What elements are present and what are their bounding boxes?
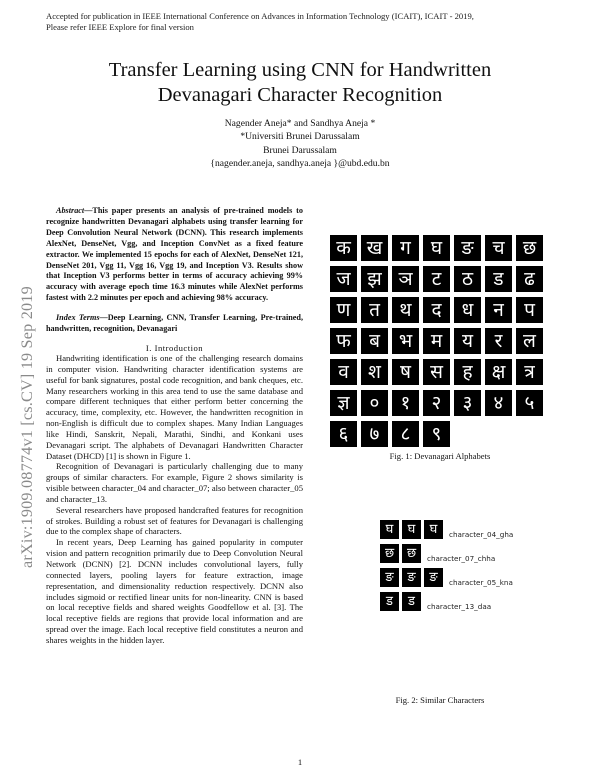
alphabet-tile: ख <box>361 235 388 261</box>
left-column <box>46 206 303 646</box>
sample-tile: घ <box>380 520 399 539</box>
character-class-label: character_04_gha <box>449 530 514 539</box>
alphabet-tile: भ <box>392 328 419 354</box>
alphabet-tile: त <box>361 297 388 323</box>
similar-character-row <box>380 592 520 611</box>
sample-tile: घ <box>424 520 443 539</box>
alphabet-tile: ध <box>454 297 481 323</box>
alphabet-tile: क <box>330 235 357 261</box>
alphabet-tile: ठ <box>454 266 481 292</box>
sample-tiles <box>380 544 421 563</box>
alphabet-tile: च <box>485 235 512 261</box>
figure-2-similar-characters <box>380 520 520 616</box>
title-line-1: Transfer Learning using CNN for Handwritten <box>108 59 492 81</box>
alphabet-tile: त्र <box>516 359 543 385</box>
alphabet-tile: ट <box>423 266 450 292</box>
title-line-2: Devanagari Character Recognition <box>157 84 443 106</box>
sample-tiles <box>380 568 443 587</box>
author-email: {nagender.aneja, sandhya.aneja }@ubd.edu.bn <box>210 158 390 170</box>
alphabet-tile: छ <box>516 235 543 261</box>
alphabet-tile: फ <box>330 328 357 354</box>
introduction-body <box>46 353 303 646</box>
character-class-label: character_13_daa <box>427 602 492 611</box>
page-number: 1 <box>297 757 303 767</box>
sample-tile: ङ <box>402 568 421 587</box>
alphabet-tile: ज <box>330 266 357 292</box>
index-terms <box>46 313 303 335</box>
author-block <box>100 117 500 171</box>
alphabet-tile: २ <box>423 390 450 416</box>
alphabet-tile: ब <box>361 328 388 354</box>
alphabet-tile: ७ <box>361 421 388 447</box>
alphabet-tile: ५ <box>516 390 543 416</box>
sample-tile: छ <box>402 544 421 563</box>
intro-paragraph-4: In recent years, Deep Learning has gained popularity in computer vision and pattern recognition primarily due to Deep Convolution Neural Network (DCNN) [2]. DCNN includes convolutional layers, fully connected layers, pooling layers for feature extraction, image representation, and dimensionality reduction respectively. DCNN also includes sigmoid or rectified linear units for non-linearity. CNN is based on local receptive fields and shared weights Goodfellow et al. [3]. The local receptive fields are regions that provide local information and are spread over the image. Each local receptive field constitutes a neuron and shares weights in the hidden layer. <box>46 537 303 645</box>
sample-tiles <box>380 592 421 611</box>
alphabet-tile: ष <box>392 359 419 385</box>
character-class-label: character_07_chha <box>427 554 496 563</box>
alphabet-tile: ञ <box>392 266 419 292</box>
section-heading-introduction: I. Introduction <box>145 342 204 353</box>
sample-tile: ङ <box>424 568 443 587</box>
alphabet-tile: ९ <box>423 421 450 447</box>
alphabet-tile: द <box>423 297 450 323</box>
similar-character-row <box>380 544 520 563</box>
alphabet-tile: ४ <box>485 390 512 416</box>
alphabet-tile: व <box>330 359 357 385</box>
alphabet-tile: क्ष <box>485 359 512 385</box>
notice-line-2: Please refer IEEE Explore for final version <box>46 22 194 32</box>
figure-1-caption: Fig. 1: Devanagari Alphabets <box>389 451 491 461</box>
alphabet-tile: प <box>516 297 543 323</box>
alphabet-tile: ० <box>361 390 388 416</box>
alphabet-tile: ढ <box>516 266 543 292</box>
alphabet-tile: म <box>423 328 450 354</box>
affiliation-country: Brunei Darussalam <box>263 144 337 156</box>
alphabet-tile: न <box>485 297 512 323</box>
character-class-label: character_05_kna <box>449 578 513 587</box>
publication-notice <box>46 11 566 33</box>
alphabet-tile: य <box>454 328 481 354</box>
author-names: Nagender Aneja* and Sandhya Aneja * <box>224 118 376 129</box>
alphabet-tile: ६ <box>330 421 357 447</box>
alphabet-tile: थ <box>392 297 419 323</box>
index-terms-text: —Deep Learning, CNN, Transfer Learning, Pre-trained, handwritten, recognition, Devanagari <box>46 313 304 334</box>
alphabet-tile: ८ <box>392 421 419 447</box>
alphabet-tile: ल <box>516 328 543 354</box>
index-terms-heading: Index Terms <box>56 313 100 323</box>
paper-title <box>40 58 560 108</box>
arxiv-stamp: arXiv:1909.08774v1 [cs.CV] 19 Sep 2019 <box>18 286 36 568</box>
alphabet-tile: ङ <box>454 235 481 261</box>
alphabet-tile: ज्ञ <box>330 390 357 416</box>
sample-tile: छ <box>380 544 399 563</box>
affiliation-university: *Universiti Brunei Darussalam <box>240 131 360 143</box>
sample-tile: घ <box>402 520 421 539</box>
intro-paragraph-2: Recognition of Devanagari is particularly challenging due to many groups of similar characters. For example, Figure 2 shows similarity is visible between character_04 and character_07; also between character_05 and character_13. <box>46 461 303 504</box>
notice-line-1: Accepted for publication in IEEE International Conference on Advances in Information Technology (ICAIT), ICAIT - 2019, <box>46 11 474 21</box>
alphabet-tile: ण <box>330 297 357 323</box>
alphabet-tile: ३ <box>454 390 481 416</box>
sample-tile: ड <box>402 592 421 611</box>
alphabet-tile: झ <box>361 266 388 292</box>
similar-character-row <box>380 520 520 539</box>
alphabet-tile: घ <box>423 235 450 261</box>
alphabet-grid <box>330 235 538 447</box>
abstract <box>46 206 303 304</box>
sample-tiles <box>380 520 443 539</box>
alphabet-tile: स <box>423 359 450 385</box>
alphabet-tile: ग <box>392 235 419 261</box>
alphabet-tile: १ <box>392 390 419 416</box>
similar-character-row <box>380 568 520 587</box>
abstract-heading: Abstract <box>56 206 85 215</box>
intro-paragraph-1: Handwriting identification is one of the challenging research domains in computer vision. Handwriting character identification systems are useful for bank signatures, postal code recognition, and bank cheques, etc. Many researchers working in this area tend to use the same database and compare different techniques that either perform better concerning the accuracy, time, complexity, etc. However, the handwritten recognition in non-English is difficult due to complex shapes. Many Indian Languages like Hindi, Sanskrit, Nepali, Marathi, Sindhi, and Konkani uses Devanagari script. The alphabets of Devanagari Handwritten Character Dataset (DHCD) [1] is shown in Figure 1. <box>46 352 303 461</box>
intro-paragraph-3: Several researchers have proposed handcrafted features for recognition of strokes. Building a robust set of features for Devanagari is challenging due to the complex shape of characters. <box>46 504 303 537</box>
alphabet-tile: श <box>361 359 388 385</box>
alphabet-tile: र <box>485 328 512 354</box>
alphabet-tile: ह <box>454 359 481 385</box>
abstract-text: —This paper presents an analysis of pre-trained models to recognize handwritten Devanagari alphabets using transfer learning for Deep Convolution Neural Network (DCNN). This research implements AlexNet, DenseNet, Vgg, and Inception ConvNet as a fixed feature extractor. We implemented 15 epochs for each of AlexNet, DenseNet 121, DenseNet 201, Vgg 11, Vgg 16, Vgg 19, and Inception V3. Results show that Inception V3 performs better in terms of accuracy achieving 99% accuracy with average epoch time 16.3 minutes while AlexNet performs fastest with 2.2 minutes per epoch and achieving 98% accuracy. <box>46 206 303 303</box>
alphabet-tile: ड <box>485 266 512 292</box>
figure-1-devanagari-alphabets <box>330 235 538 447</box>
sample-tile: ड <box>380 592 399 611</box>
sample-tile: ङ <box>380 568 399 587</box>
figure-2-caption: Fig. 2: Similar Characters <box>395 695 485 705</box>
